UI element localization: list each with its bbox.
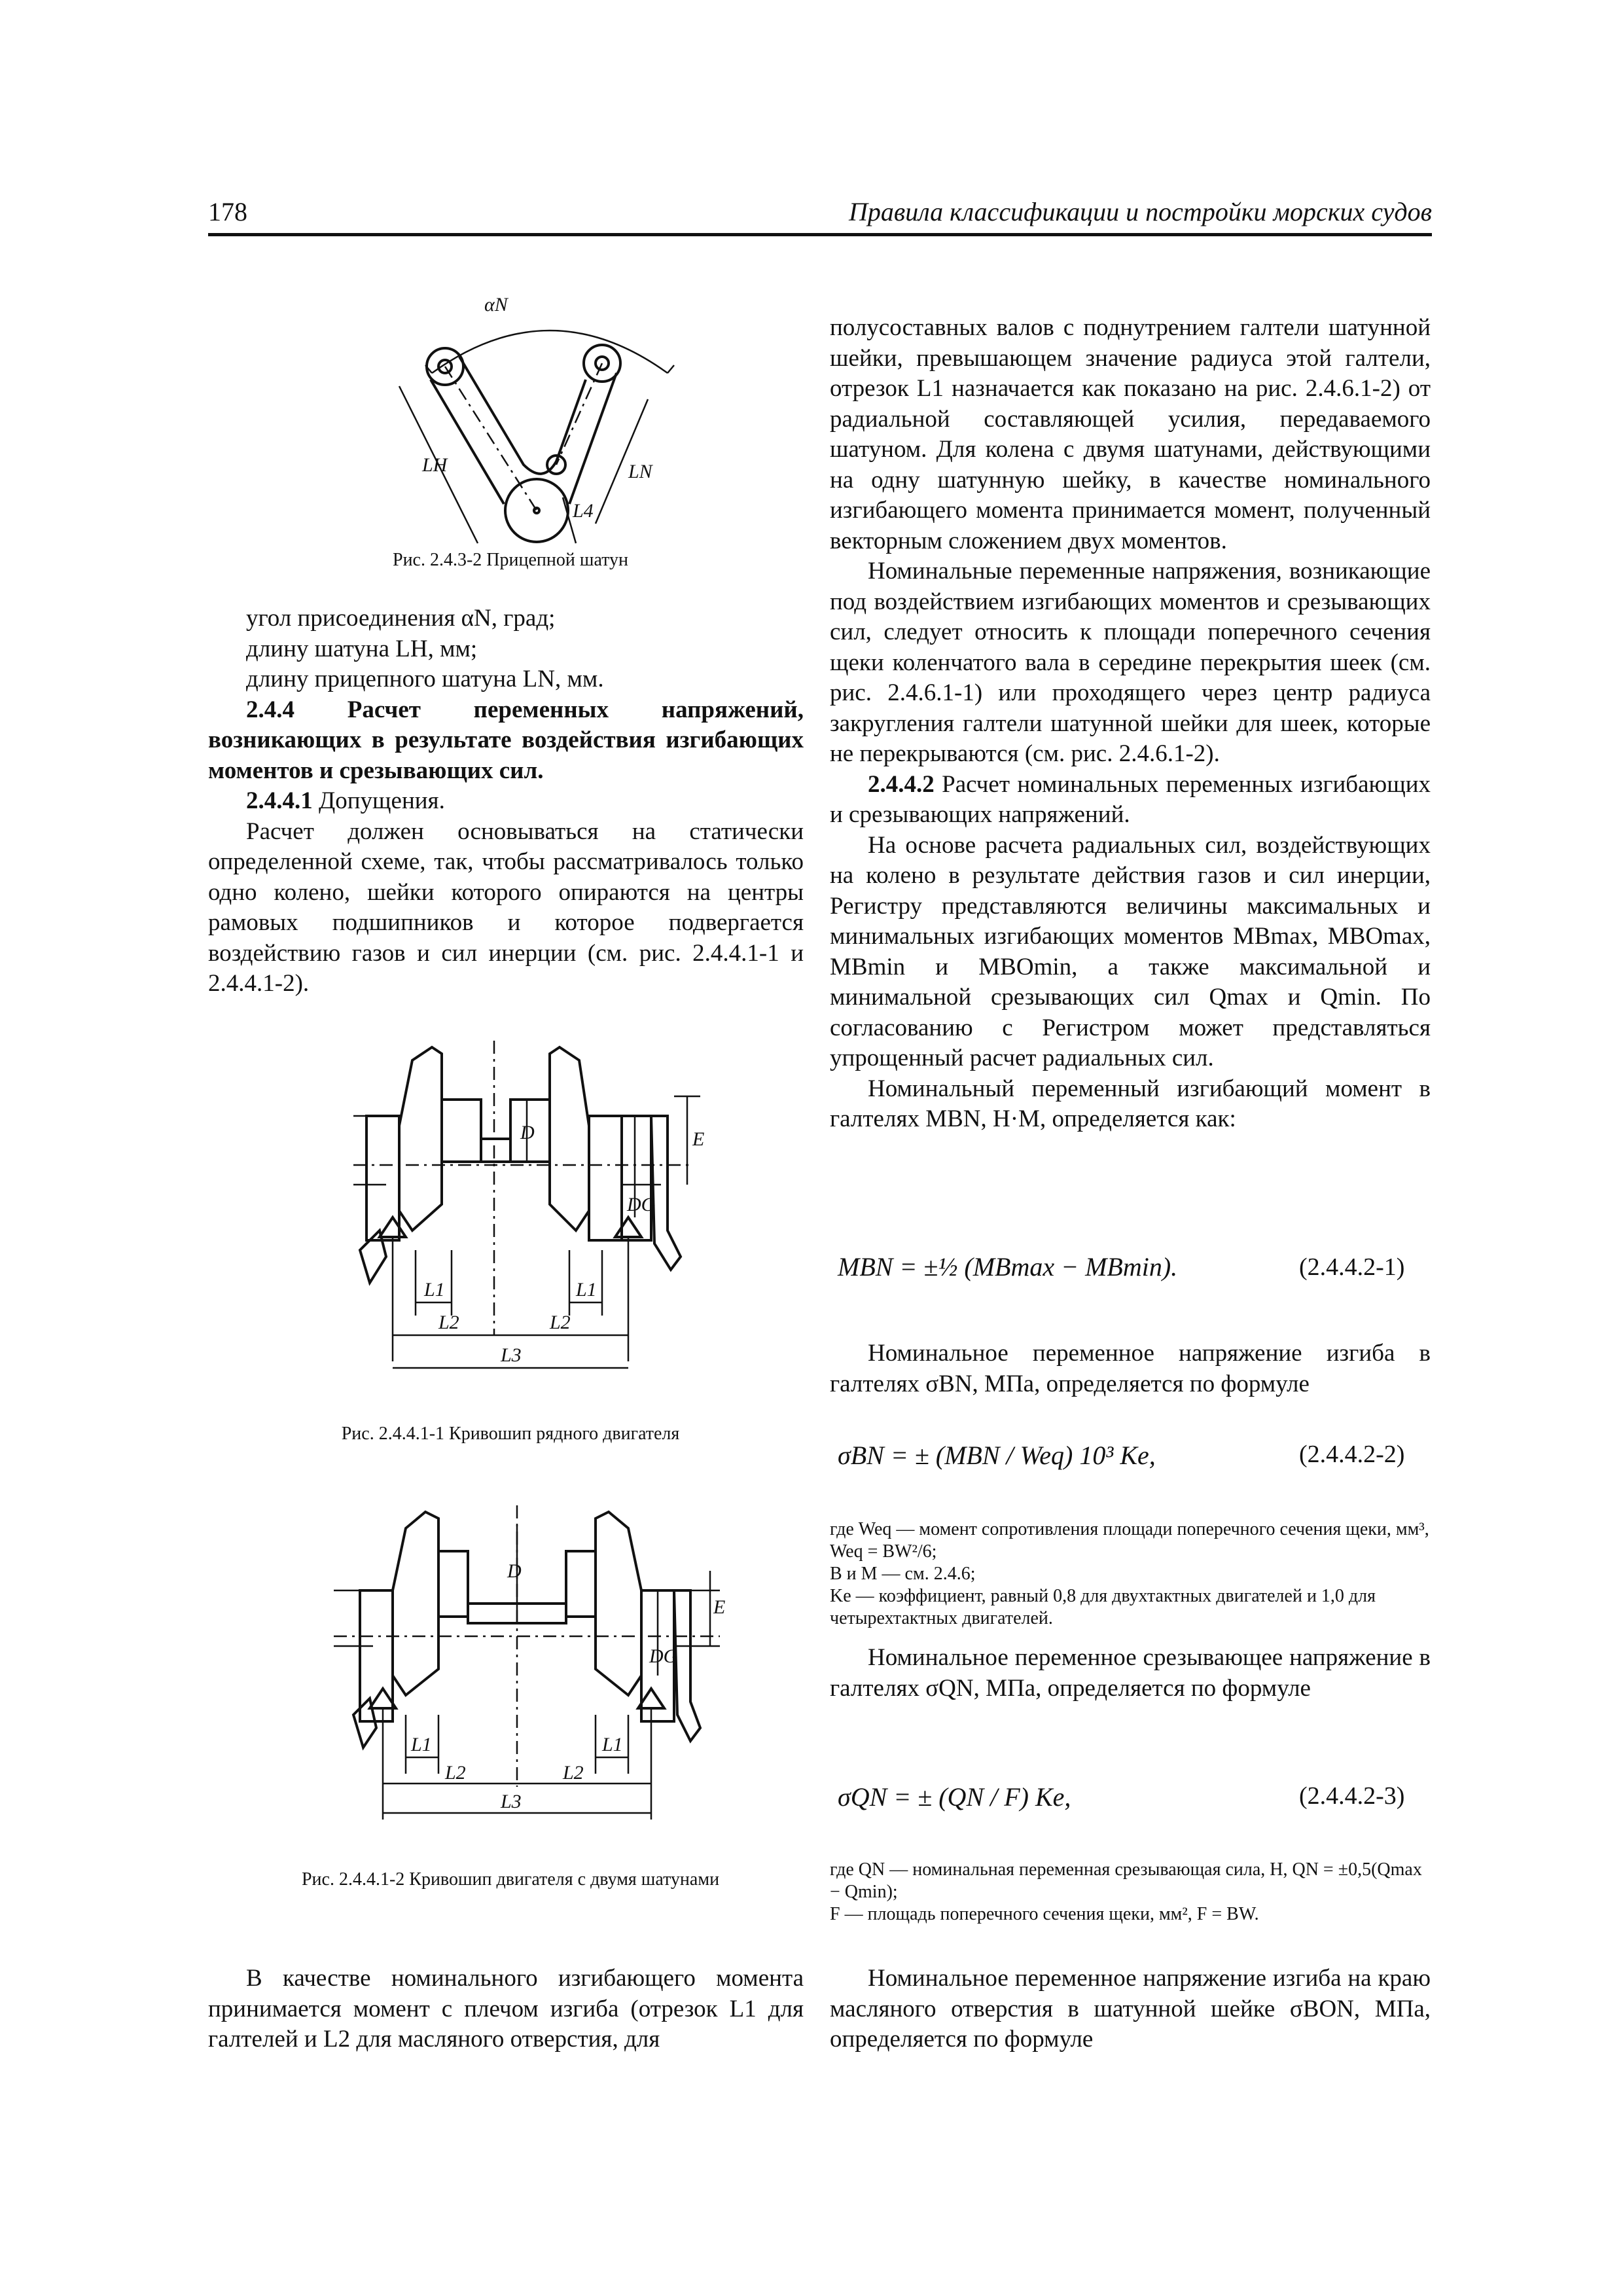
label-l2: L2 — [550, 1312, 571, 1333]
label-l4: L4 — [573, 500, 594, 522]
paragraph: Номинальное переменное срезывающее напряжение в галтелях σQN, МПа, определяется по формуле — [830, 1644, 1431, 1702]
label-dg: DG — [649, 1645, 678, 1667]
label-d: D — [520, 1122, 535, 1143]
formula-number: (2.4.4.2-2) — [1299, 1441, 1405, 1468]
label-dg: DG — [627, 1194, 656, 1215]
label-l2: L2 — [563, 1762, 584, 1784]
figure-caption: Рис. 2.4.4.1-2 Кривошип двигателя с двумя шатунами — [301, 1869, 720, 1890]
right-column-para — [830, 1338, 1431, 1399]
where-item: Ke — коэффициент, равный 0,8 для двухтактных двигателей и 1,0 для четырехтактных двигателей. — [830, 1586, 1376, 1628]
label-l1: L1 — [602, 1734, 623, 1755]
label-l1: L1 — [424, 1279, 445, 1300]
where-block — [830, 1518, 1431, 1630]
where-item: где Weq — момент сопротивления площади поперечного сечения щеки, мм³, Weq = BW²/6; — [830, 1519, 1429, 1562]
where-item: F — площадь поперечного сечения щеки, мм², F = BW. — [830, 1904, 1259, 1924]
where-item: B и M — см. 2.4.6; — [830, 1564, 976, 1584]
paragraph: На основе расчета радиальных сил, воздействующих на колено в результате действия газов и сил инерции, Регистру представляются величины максимальных и минимальных изгибающих моментов MBmax, MBOmax, MBmin и MBOmin, а также максимальной и минимальной срезывающих сил Qmax и Qmin. По согласованию с Регистром может представляться упрощенный расчет радиальных сил. — [830, 831, 1431, 1071]
section-heading: 2.4.4 Расчет переменных напряжений, возникающих в результате воздействия изгибающих моментов и срезывающих сил. — [208, 696, 804, 784]
left-column-top — [208, 603, 804, 999]
paragraph: Номинальный переменный изгибающий момент в галтелях MBN, Н·М, определяется как: — [830, 1075, 1431, 1132]
subsection-heading: 2.4.4.2 Расчет номинальных переменных изгибающих и срезывающих напряжений. — [830, 770, 1431, 828]
paragraph: Номинальное переменное напряжение изгиба в галтелях σBN, МПа, определяется по формуле — [830, 1340, 1431, 1397]
where-block — [830, 1859, 1431, 1926]
figure-articulated-rod — [386, 288, 713, 563]
formula-2-4-4-2-3: σQN = ± (QN / F) Ke, — [838, 1782, 1071, 1812]
formula-2-4-4-2-1: MBN = ±½ (MBmax − MBmin). — [838, 1252, 1178, 1282]
label-ln: LN — [628, 461, 652, 482]
formula-number: (2.4.4.2-3) — [1299, 1782, 1405, 1810]
right-column-para — [830, 1643, 1431, 1704]
subsection-heading: 2.4.4.1 Допущения. — [246, 787, 445, 814]
figure-caption: Рис. 2.4.4.1-1 Кривошип рядного двигателя — [341, 1424, 680, 1444]
label-e: E — [713, 1596, 726, 1618]
right-column-bottom — [830, 1964, 1431, 2055]
paragraph: Расчет должен основываться на статически определенной схеме, так, чтобы рассматривалось только одно колено, шейки которого опираются на центры рамовых подшипников и которое подвергается воздействию газов и сил инерции (см. рис. 2.4.4.1-1 и 2.4.4.1-2). — [208, 817, 804, 997]
label-lh: LH — [422, 454, 448, 476]
label-l1: L1 — [411, 1734, 432, 1755]
left-column-bottom — [208, 1964, 804, 2055]
list-item: длину шатуна LH, мм; — [246, 635, 478, 662]
formula-2-4-4-2-2: σBN = ± (MBN / Weq) 10³ Ke, — [838, 1441, 1156, 1470]
page-number: 178 — [208, 197, 247, 226]
label-d: D — [507, 1560, 522, 1582]
label-l2: L2 — [445, 1762, 466, 1784]
list-item: угол присоединения αN, град; — [246, 605, 556, 632]
label-e: E — [692, 1128, 705, 1150]
figure-two-rod-crank — [334, 1499, 726, 1852]
label-alpha-n: αN — [484, 294, 508, 315]
paragraph: В качестве номинального изгибающего момента принимается момент с плечом изгиба (отрезок L1 для галтелей и L2 для масляного отверстия, для — [208, 1965, 804, 2053]
label-l1: L1 — [576, 1279, 597, 1300]
running-title: Правила классификации и постройки морских судов — [848, 197, 1432, 226]
where-item: где QN — номинальная переменная срезывающая сила, Н, QN = ±0,5(Qmax − Qmin); — [830, 1859, 1422, 1902]
formula-number: (2.4.4.2-1) — [1299, 1253, 1405, 1281]
header-rule — [208, 233, 1432, 236]
paragraph: Номинальное переменное напряжение изгиба на краю масляного отверстия в шатунной шейке σBON, МПа, определяется по формуле — [830, 1965, 1431, 2053]
figure-inline-crank — [353, 1034, 720, 1401]
paragraph: Номинальные переменные напряжения, возникающие под воздействием изгибающих моментов и срезывающих сил, следует относить к площади поперечного сечения щеки коленчатого вала в середине перекрытия шеек (см. рис. 2.4.6.1-1) или проходящего через центр радиуса закругления галтели шатунной шейки для шеек, которые не перекрываются (см. рис. 2.4.6.1-2). — [830, 558, 1431, 767]
label-l3: L3 — [501, 1344, 522, 1366]
label-l2: L2 — [438, 1312, 459, 1333]
right-column-top — [830, 313, 1431, 1135]
list-item: длину прицепного шатуна LN, мм. — [246, 666, 604, 692]
figure-caption: Рис. 2.4.3-2 Прицепной шатун — [393, 550, 628, 570]
label-l3: L3 — [501, 1791, 522, 1812]
paragraph: полусоставных валов с поднутрением галтели шатунной шейки, превышающем значение радиуса этой галтели, отрезок L1 назначается как показано на рис. 2.4.6.1-2) от радиальной составляющей усилия, передаваемого шатуном. Для колена с двумя шатунами, действующими на одну шатунную шейку, в качестве номинального изгибающего момента принимается момент, полученный векторным сложением двух моментов. — [830, 314, 1431, 554]
